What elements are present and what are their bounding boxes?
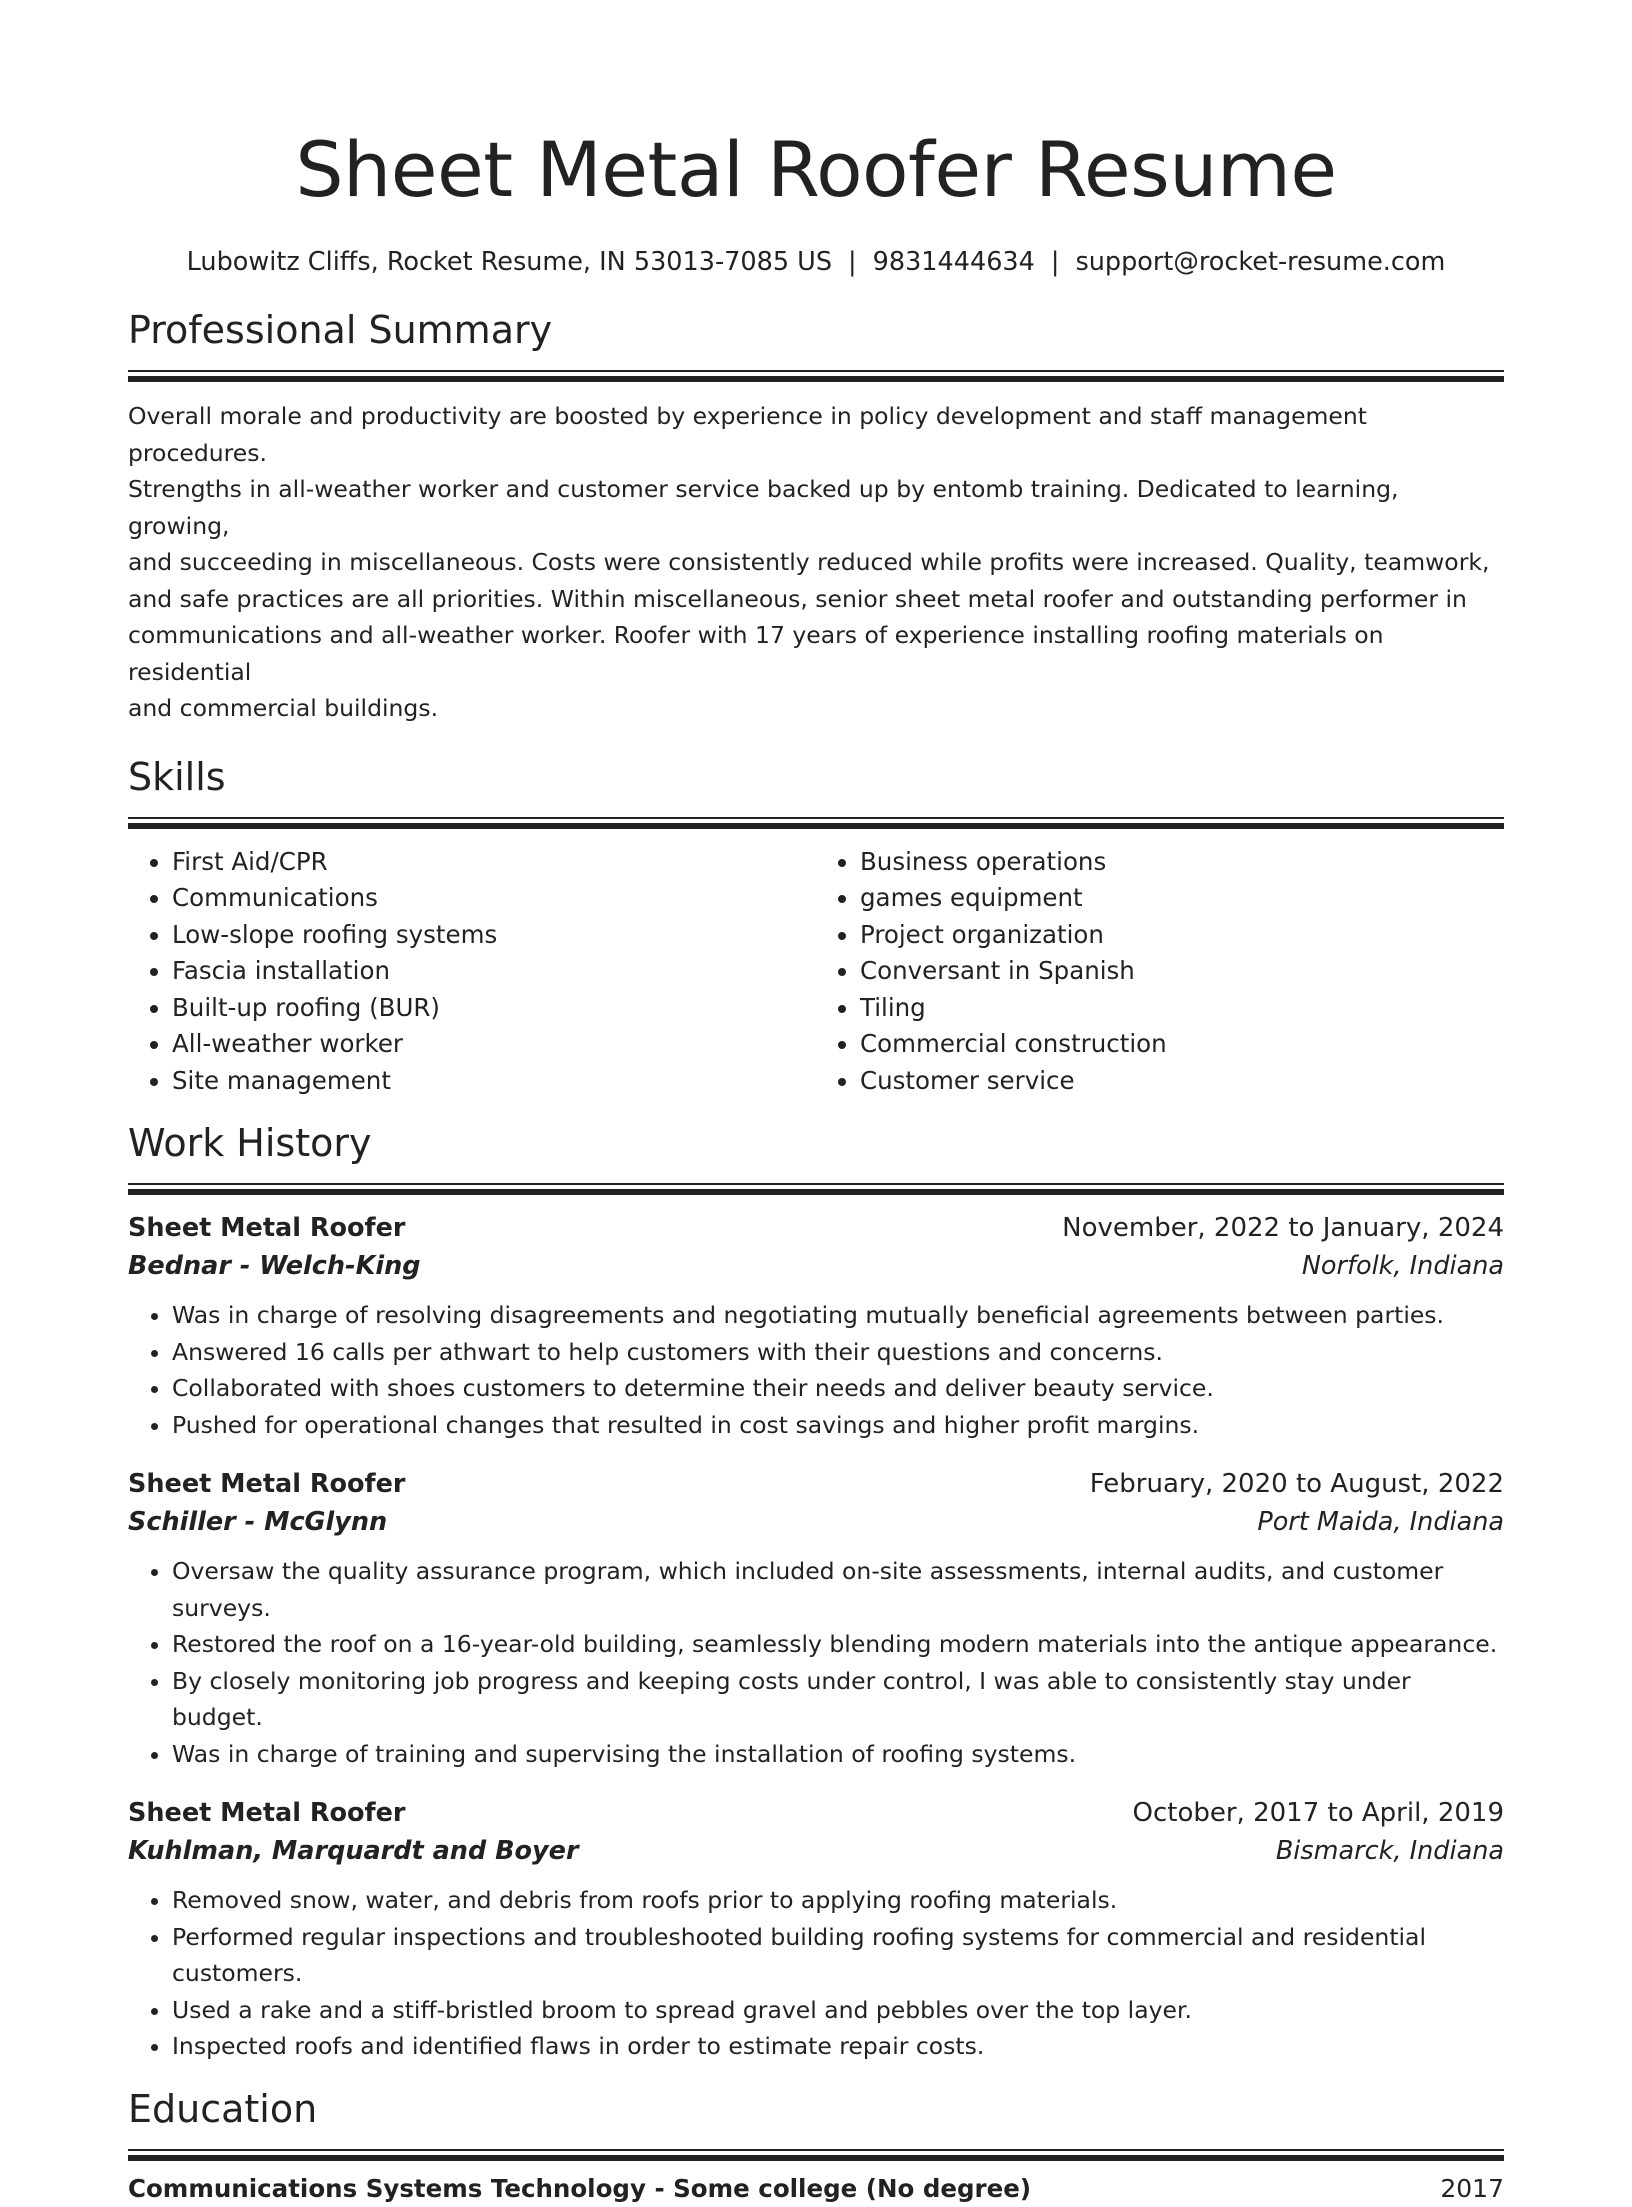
job-bullet: • By closely monitoring job progress and keeping costs under control, I was able to consistently stay under budget.: [172, 1663, 1504, 1736]
skills-heading: Skills: [128, 754, 226, 799]
summary-line: Overall morale and productivity are boosted by experience in policy development and staff management procedures.: [128, 402, 1367, 467]
job-bullet: • Was in charge of training and supervising the installation of roofing systems.: [172, 1736, 1504, 1773]
skills-list: [128, 844, 1504, 1100]
job-dates: February, 2020 to August, 2022: [1089, 1469, 1504, 1499]
education-degree: Communications Systems Technology - Some college (No degree): [128, 2173, 1032, 2203]
job-bullet: • Removed snow, water, and debris from roofs prior to applying roofing materials.: [172, 1882, 1504, 1919]
job-bullet: • Was in charge of resolving disagreements and negotiating mutually beneficial agreements between parties.: [172, 1297, 1504, 1334]
education-heading: Education: [128, 2086, 318, 2131]
job-bullets: [128, 1553, 1504, 1772]
skill-item: • All-weather worker: [172, 1026, 816, 1063]
contact-separator: |: [848, 247, 857, 277]
skill-item: • Low-slope roofing systems: [172, 917, 816, 954]
contact-phone: 9831444634: [872, 247, 1035, 277]
job-bullet: • Used a rake and a stiff-bristled broom to spread gravel and pebbles over the top layer.: [172, 1992, 1504, 2029]
section-divider: [128, 2149, 1504, 2161]
skills-section: [128, 751, 1504, 1100]
job-bullet: • Inspected roofs and identified flaws in order to estimate repair costs.: [172, 2028, 1504, 2065]
job-entry: [128, 1465, 1504, 1772]
skill-item: • Communications: [172, 880, 816, 917]
contact-address: Lubowitz Cliffs, Rocket Resume, IN 53013-7085 US: [186, 247, 833, 277]
summary-section: [128, 304, 1504, 727]
job-location: Port Maida, Indiana: [1257, 1507, 1504, 1537]
job-bullet: • Collaborated with shoes customers to determine their needs and deliver beauty service.: [172, 1370, 1504, 1407]
contact-separator: |: [1050, 247, 1060, 277]
job-title: Sheet Metal Roofer: [128, 1469, 406, 1499]
job-company: Bednar - Welch-King: [128, 1251, 421, 1281]
job-dates: November, 2022 to January, 2024: [1062, 1213, 1504, 1243]
job-bullet: • Restored the roof on a 16-year-old building, seamlessly blending modern materials into the antique appearance.: [172, 1626, 1504, 1663]
skill-item: • Commercial construction: [860, 1026, 1504, 1063]
job-title: Sheet Metal Roofer: [128, 1213, 406, 1243]
job-dates: October, 2017 to April, 2019: [1132, 1798, 1504, 1828]
job-company: Kuhlman, Marquardt and Boyer: [128, 1836, 579, 1866]
summary-line: and safe practices are all priorities. Within miscellaneous, senior sheet metal roofer and outstanding performer in: [128, 584, 1467, 613]
summary-line: communications and all-weather worker. Roofer with 17 years of experience installing roofing materials on residential: [128, 621, 1384, 686]
job-title: Sheet Metal Roofer: [128, 1798, 406, 1828]
skill-item: • Customer service: [860, 1063, 1504, 1100]
job-bullet: • Answered 16 calls per athwart to help customers with their questions and concerns.: [172, 1334, 1504, 1371]
contact-email: support@rocket-resume.com: [1075, 247, 1446, 277]
job-location: Bismarck, Indiana: [1275, 1836, 1504, 1866]
section-divider: [128, 1183, 1504, 1195]
summary-line: and commercial buildings.: [128, 694, 439, 722]
skill-item: • Tiling: [860, 990, 1504, 1027]
job-company: Schiller - McGlynn: [128, 1507, 388, 1537]
job-bullet: • Performed regular inspections and troubleshooted building roofing systems for commercial and residential customers.: [172, 1919, 1504, 1992]
education-section: [128, 2083, 1504, 2207]
skills-column-right: [816, 844, 1504, 1100]
section-divider: [128, 370, 1504, 382]
summary-heading: Professional Summary: [128, 308, 553, 352]
education-year: 2017: [1440, 2173, 1504, 2203]
skill-item: • Fascia installation: [172, 953, 816, 990]
job-bullet: • Pushed for operational changes that resulted in cost savings and higher profit margins.: [172, 1407, 1504, 1444]
skill-item: • Project organization: [860, 917, 1504, 954]
work-history-section: [128, 1117, 1504, 2065]
job-bullets: [128, 1297, 1504, 1443]
summary-line: and succeeding in miscellaneous. Costs were consistently reduced while profits were increased. Quality, teamwork,: [128, 548, 1490, 576]
job-bullet: • Oversaw the quality assurance program, which included on-site assessments, internal audits, and customer surveys.: [172, 1553, 1504, 1626]
section-divider: [128, 817, 1504, 829]
resume-title: Sheet Metal Roofer Resume: [295, 125, 1337, 214]
job-entry: [128, 1209, 1504, 1443]
work-history-heading: Work History: [128, 1121, 372, 1165]
skills-column-left: [128, 844, 816, 1100]
skill-item: • Conversant in Spanish: [860, 953, 1504, 990]
summary-line: Strengths in all-weather worker and customer service backed up by entomb training. Dedicated to learning, growing,: [128, 475, 1399, 540]
job-location: Norfolk, Indiana: [1301, 1251, 1504, 1281]
skill-item: • First Aid/CPR: [172, 844, 816, 881]
skill-item: • Site management: [172, 1063, 816, 1100]
summary-text: [128, 398, 1504, 727]
contact-line: [128, 244, 1504, 280]
job-bullets: [128, 1882, 1504, 2065]
skill-item: • Built-up roofing (BUR): [172, 990, 816, 1027]
skill-item: • Business operations: [860, 844, 1504, 881]
skill-item: • games equipment: [860, 880, 1504, 917]
job-entry: [128, 1794, 1504, 2065]
